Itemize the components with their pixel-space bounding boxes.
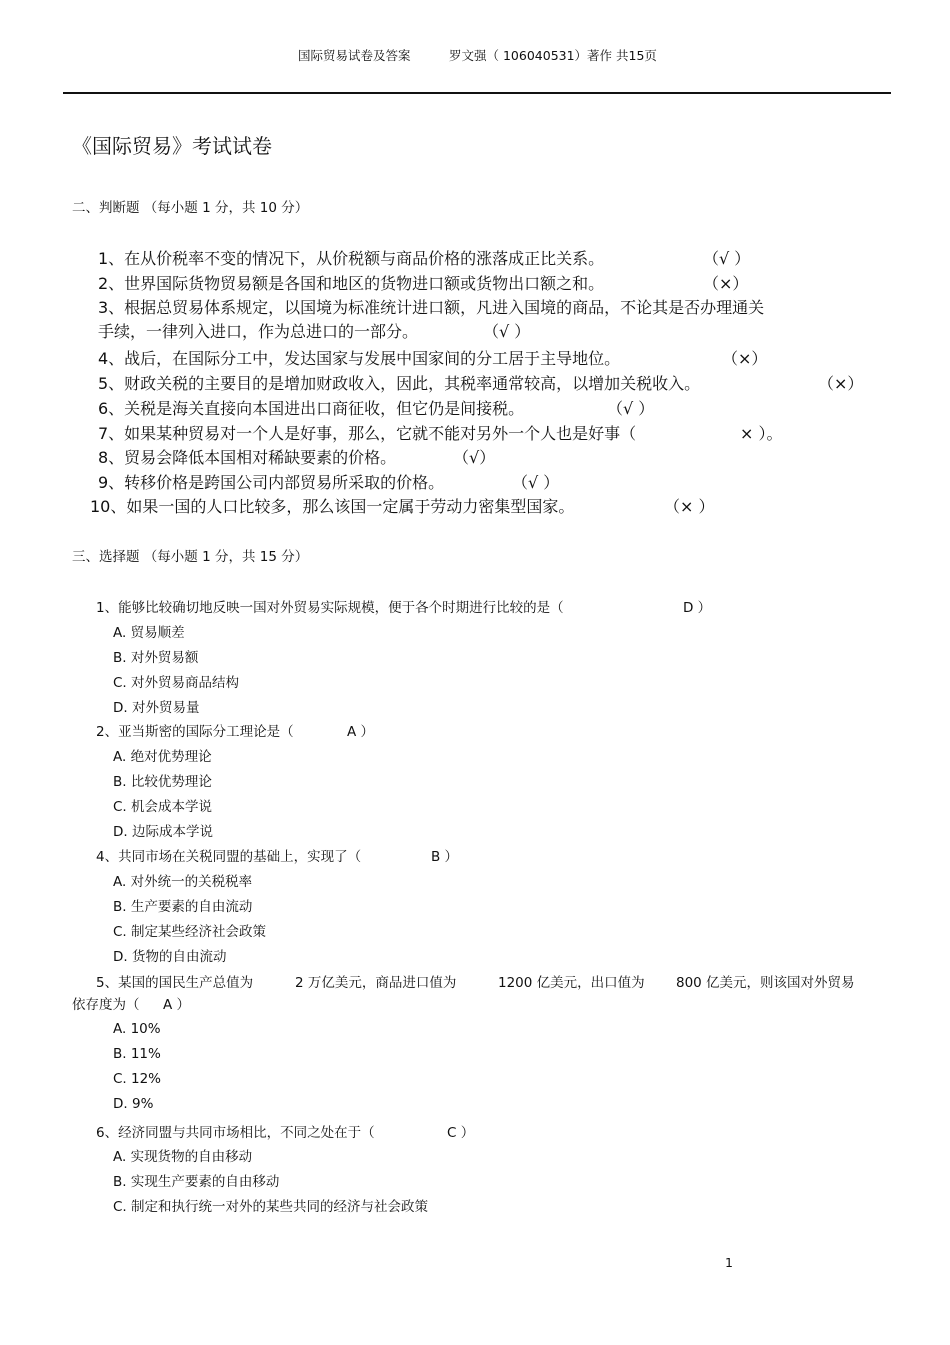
mc-option: B. 比较优势理论	[113, 774, 212, 790]
mc-question-5: 5、某国的国民生产总值为	[96, 975, 254, 991]
mc-answer-2: A ）	[347, 724, 375, 740]
tf-answer-5: （×）	[818, 374, 864, 393]
tf-item-4: 4、战后，在国际分工中，发达国家与发展中国家间的分工居于主导地位。	[98, 349, 621, 368]
mc-option: D. 对外贸易量	[113, 700, 200, 716]
mc-option: B. 11%	[113, 1046, 161, 1062]
mc-option: D. 9%	[113, 1096, 154, 1112]
tf-answer-6: （√ ）	[607, 399, 655, 418]
mc-question-5-part: 800 亿美元，则该国对外贸易	[676, 975, 855, 991]
mc-option: A. 实现货物的自由移动	[113, 1149, 253, 1165]
mc-option: C. 12%	[113, 1071, 162, 1087]
tf-item-1: 1、在从价税率不变的情况下，从价税额与商品价格的涨落成正比关系。	[98, 249, 605, 268]
tf-answer-10: （× ）	[664, 497, 715, 516]
mc-option: A. 10%	[113, 1021, 161, 1037]
mc-option: A. 绝对优势理论	[113, 749, 212, 765]
mc-option: C. 制定某些经济社会政策	[113, 924, 267, 940]
tf-answer-8: （√）	[453, 448, 496, 467]
mc-answer-4: B ）	[431, 849, 459, 865]
mc-question-2: 2、亚当斯密的国际分工理论是（	[96, 724, 294, 740]
tf-answer-3: （√ ）	[483, 322, 531, 341]
header-divider	[63, 92, 891, 94]
section-heading-multiple-choice: 三、选择题 （每小题 1 分，共 15 分）	[72, 549, 309, 565]
mc-question-5-part: 1200 亿美元，出口值为	[498, 975, 645, 991]
mc-option: A. 贸易顺差	[113, 625, 185, 641]
tf-item-5: 5、财政关税的主要目的是增加财政收入，因此，其税率通常较高，以增加关税收入。	[98, 374, 701, 393]
mc-question-1: 1、能够比较确切地反映一国对外贸易实际规模，便于各个时期进行比较的是（	[96, 600, 564, 616]
mc-question-6: 6、经济同盟与共同市场相比，不同之处在于（	[96, 1125, 375, 1141]
mc-option: B. 对外贸易额	[113, 650, 199, 666]
mc-option: A. 对外统一的关税税率	[113, 874, 253, 890]
tf-answer-4: （×）	[722, 349, 768, 368]
mc-option: D. 货物的自由流动	[113, 949, 227, 965]
mc-option: C. 对外贸易商品结构	[113, 675, 240, 691]
tf-answer-9: （√ ）	[512, 473, 560, 492]
mc-option: C. 制定和执行统一对外的某些共同的经济与社会政策	[113, 1199, 429, 1215]
header-author: 罗文强（ 106040531）著作 共15页	[449, 48, 657, 63]
tf-item-3-cont: 手续，一律列入进口，作为总进口的一部分。	[98, 322, 419, 341]
mc-option: D. 边际成本学说	[113, 824, 213, 840]
mc-answer-1: D ）	[683, 600, 712, 616]
mc-option: B. 生产要素的自由流动	[113, 899, 253, 915]
tf-item-3: 3、根据总贸易体系规定，以国境为标准统计进口额，凡进入国境的商品，不论其是否办理通关	[98, 298, 765, 317]
mc-option: B. 实现生产要素的自由移动	[113, 1174, 280, 1190]
section-heading-true-false: 二、判断题 （每小题 1 分，共 10 分）	[72, 200, 309, 216]
tf-answer-7: × ）。	[740, 424, 783, 443]
mc-question-4: 4、共同市场在关税同盟的基础上，实现了（	[96, 849, 362, 865]
page-number: 1	[725, 1255, 733, 1270]
tf-item-9: 9、转移价格是跨国公司内部贸易所采取的价格。	[98, 473, 445, 492]
tf-item-7: 7、如果某种贸易对一个人是好事，那么，它就不能对另外一个人也是好事（	[98, 424, 637, 443]
mc-question-5-cont: 依存度为（	[72, 997, 140, 1013]
tf-answer-2: （×）	[703, 274, 749, 293]
mc-question-5-part: 2 万亿美元，商品进口值为	[295, 975, 457, 991]
mc-answer-6: C ）	[447, 1125, 475, 1141]
page-title: 《国际贸易》考试试卷	[72, 134, 272, 158]
mc-option: C. 机会成本学说	[113, 799, 213, 815]
tf-item-2: 2、世界国际货物贸易额是各国和地区的货物进口额或货物出口额之和。	[98, 274, 605, 293]
mc-answer-5: A ）	[163, 997, 191, 1013]
tf-answer-1: （√ ）	[703, 249, 751, 268]
header-title: 国际贸易试卷及答案	[298, 48, 411, 63]
tf-item-6: 6、关税是海关直接向本国进出口商征收，但它仍是间接税。	[98, 399, 525, 418]
tf-item-8: 8、贸易会降低本国相对稀缺要素的价格。	[98, 448, 397, 467]
tf-item-10: 10、如果一国的人口比较多，那么该国一定属于劳动力密集型国家。	[90, 497, 575, 516]
